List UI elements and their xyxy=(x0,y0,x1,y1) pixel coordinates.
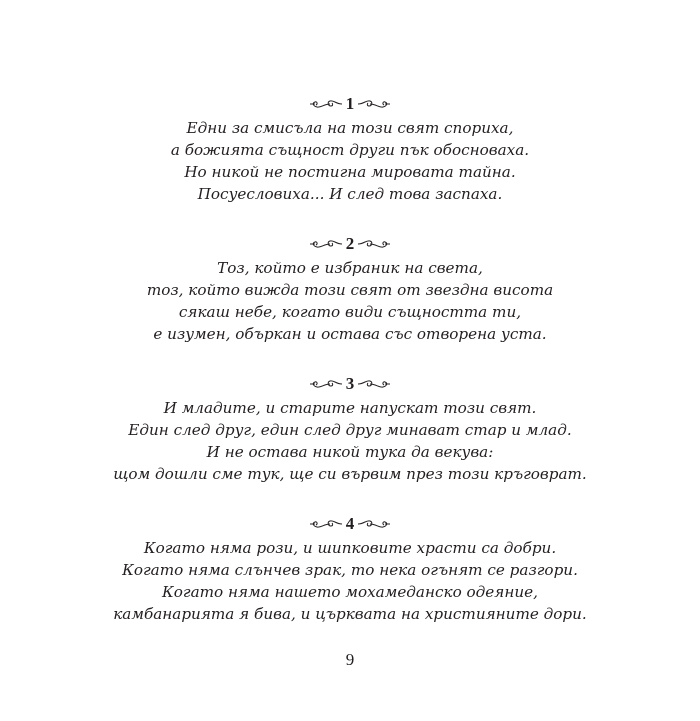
verse-line: тоз, който вижда този свят от звездна висота xyxy=(146,281,554,299)
verse-line: И младите, и старите напускат този свят. xyxy=(163,399,537,417)
stanza-number: 3 xyxy=(345,374,355,393)
stanza-number: 2 xyxy=(345,234,355,253)
verse-line: И не остава никой тука да векува: xyxy=(206,443,494,461)
flourish-left-icon xyxy=(309,378,343,390)
flourish-right-icon xyxy=(357,378,391,390)
flourish-left-icon xyxy=(309,98,343,110)
verse-line: щом дошли сме тук, ще си вървим през този кръговрат. xyxy=(113,465,587,483)
page-number: 9 xyxy=(345,650,355,669)
flourish-right-icon xyxy=(357,238,391,250)
verse-line: Един след друг, един след друг минават стар и млад. xyxy=(128,421,572,439)
flourish-right-icon xyxy=(357,518,391,530)
verse-line: Посуесловиха... И след това заспаха. xyxy=(197,185,503,203)
stanza-number: 1 xyxy=(345,94,355,113)
flourish-left-icon xyxy=(309,238,343,250)
flourish-right-icon xyxy=(357,98,391,110)
verse-line: Когато няма нашето мохамеданско одеяние, xyxy=(162,583,538,601)
stanza-heading xyxy=(0,94,700,114)
verse-line: Когато няма рози, и шипковите храсти са добри. xyxy=(143,539,557,557)
verse-line: Тоз, който е избраник на света, xyxy=(217,259,483,277)
stanza-number: 4 xyxy=(345,514,355,533)
stanza-3 xyxy=(0,374,700,485)
stanza-2 xyxy=(0,234,700,345)
verse-line: е изумен, объркан и остава със отворена уста. xyxy=(153,325,547,343)
verse-line: камбанарията я бива, и църквата на християните дори. xyxy=(113,605,587,623)
stanza-heading xyxy=(0,374,700,394)
verse-line: Но никой не постигна мировата тайна. xyxy=(184,163,516,181)
verse-line: а божията същност други пък обосноваха. xyxy=(170,141,530,159)
stanza-1 xyxy=(0,94,700,205)
flourish-left-icon xyxy=(309,518,343,530)
verse-line: Едни за смисъла на този свят спориха, xyxy=(186,119,514,137)
stanza-heading xyxy=(0,514,700,534)
verse-line: Когато няма слънчев зрак, то нека огънят се разгори. xyxy=(122,561,578,579)
stanza-heading xyxy=(0,234,700,254)
verse-line: сякаш небе, когато види същността ти, xyxy=(178,303,522,321)
stanza-4 xyxy=(0,514,700,625)
